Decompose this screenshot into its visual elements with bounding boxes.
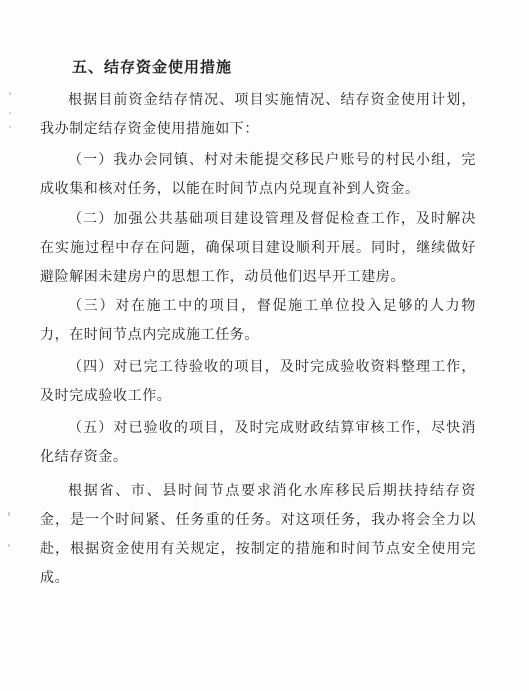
paragraph-measure-3: （三）对在施工中的项目，督促施工单位投入足够的人力物力，在时间节点内完成施工任务。 <box>40 298 476 343</box>
section-heading: 五、结存资金使用措施 <box>72 58 233 76</box>
paragraph-conclusion: 根据省、市、县时间节点要求消化水库移民后期扶持结存资金，是一个时间紧、任务重的任务。对这项任务，我办将会全力以赴，根据资金使用有关规定，按制定的措施和时间节点安全使用完成。 <box>40 483 476 586</box>
margin-mark <box>8 544 10 547</box>
paragraph-measure-2: （二）加强公共基础项目建设管理及督促检查工作，及时解决在实施过程中存在问题，确保项目建设顺利开展。同时，继续做好避险解困未建房户的思想工作，动员他们迟早开工建房。 <box>40 211 476 285</box>
paragraph-measure-1: （一）我办会同镇、村对未能提交移民户账号的村民小组，完成收集和核对任务，以能在时间节点内兑现直补到人资金。 <box>40 152 476 197</box>
margin-mark <box>8 512 10 516</box>
paragraph-measure-4: （四）对已完工待验收的项目，及时完成验收资料整理工作，及时完成验收工作。 <box>40 359 476 404</box>
paragraph-measure-5: （五）对已验收的项目，及时完成财政结算审核工作，尽快消化结存资金。 <box>40 420 476 465</box>
margin-mark <box>9 92 11 95</box>
margin-mark <box>9 112 11 114</box>
paragraph-intro: 根据目前资金结存情况、项目实施情况、结存资金使用计划，我办制定结存资金使用措施如下： <box>40 92 476 137</box>
margin-mark <box>9 126 11 128</box>
